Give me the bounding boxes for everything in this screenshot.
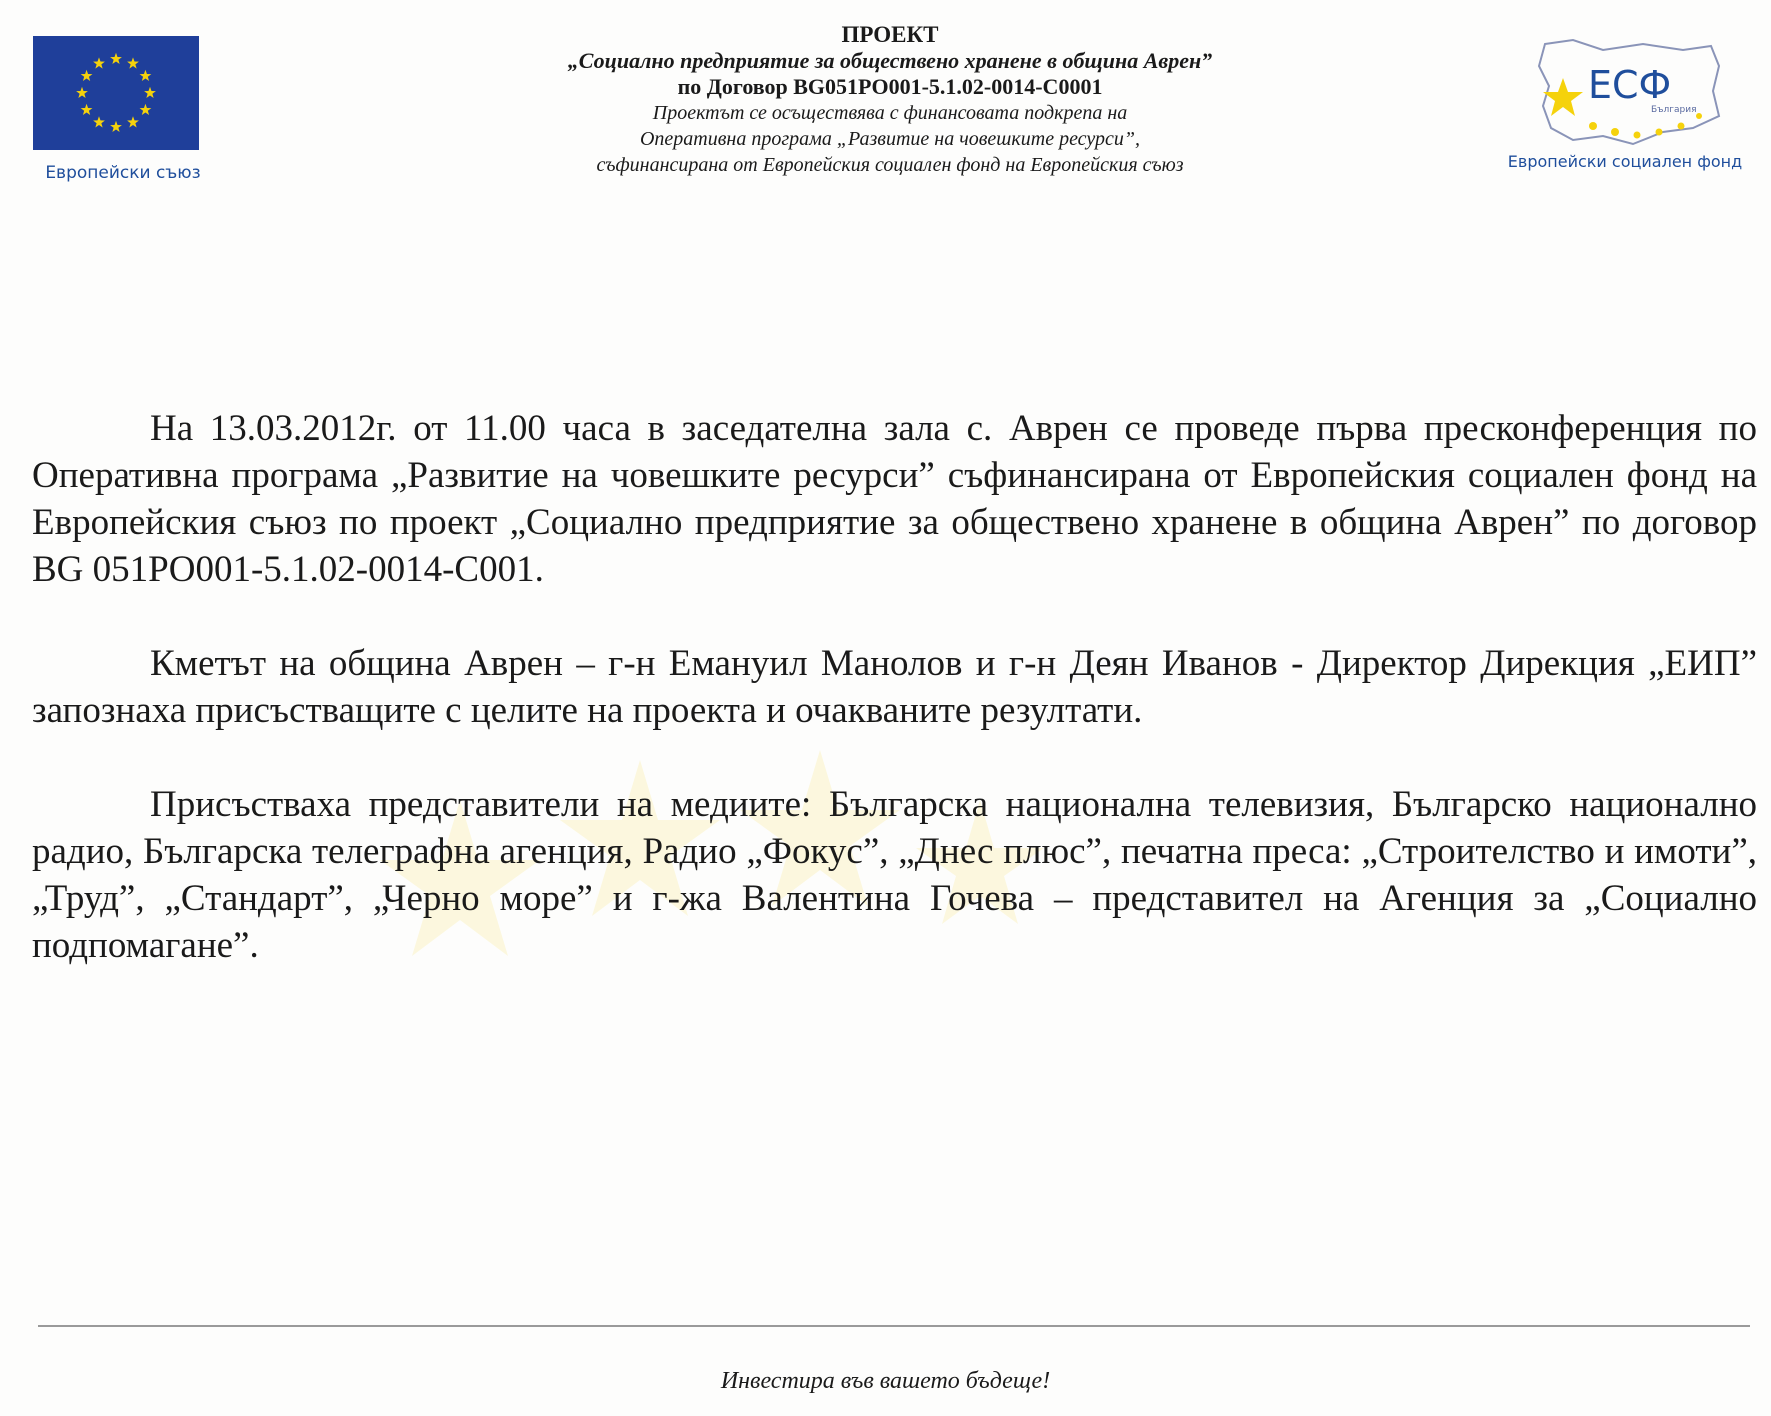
esf-caption: Европейски социален фонд [1507, 152, 1743, 171]
eu-caption: Европейски съюз [45, 163, 201, 183]
esf-logo-subtext: България [1651, 105, 1697, 115]
body-paragraph-2: Кметът на община Аврен – г-н Емануил Манолов и г-н Деян Иванов - Директор Дирекция „ЕИП” запознаха присъстващите с целите на проекта и очакваните резултати. [32, 643, 1757, 731]
esf-logo-text: ЕСФ [1588, 63, 1672, 107]
header-title: ПРОЕКТ [841, 22, 939, 47]
document-header [440, 22, 1340, 178]
header-contract: по Договор BG051PO001-5.1.02-0014-C0001 [677, 74, 1103, 99]
header-note-line-1: Проектът се осъществява с финансовата подкрепа на [652, 102, 1128, 124]
header-note-line-2: Оперативна програма „Развитие на човешките ресурси”, [639, 128, 1141, 150]
eu-flag-icon [33, 36, 199, 150]
esf-logo [1505, 36, 1745, 176]
header-note-line-3: съфинансирана от Европейския социален фонд на Европейския съюз [596, 154, 1184, 176]
footer-divider [38, 1325, 1750, 1327]
eu-logo [33, 36, 201, 183]
footer-slogan: Инвестира във вашето бъдеще! [720, 1368, 1051, 1394]
body-paragraph-1: На 13.03.2012г. от 11.00 часа в заседателна зала с. Аврен се проведе първа пресконференция по Оперативна програма „Развитие на човешките ресурси” съфинансирана от Европейския социален фонд на Европейския съюз по проект „Социално предприятие за обществено хранене в община Аврен” по договор BG 051PO001-5.1.02-0014-C001. [32, 408, 1757, 590]
body-paragraph-3: Присъстваха представители на медиите: Българска национална телевизия, Българско национално радио, Българска телеграфна агенция, Радио „Фокус”, „Днес плюс”, печатна преса: „Строителство и имоти”, „Труд”, „Стандарт”, „Черно море” и г-жа Валентина Гочева – представител на Агенция за „Социално подпомагане”. [32, 784, 1757, 966]
esf-bulgaria-map-icon [1533, 36, 1723, 151]
header-project-name: „Социално предприятие за обществено хранене в община Аврен” [567, 48, 1213, 73]
document-body [32, 405, 1757, 1016]
